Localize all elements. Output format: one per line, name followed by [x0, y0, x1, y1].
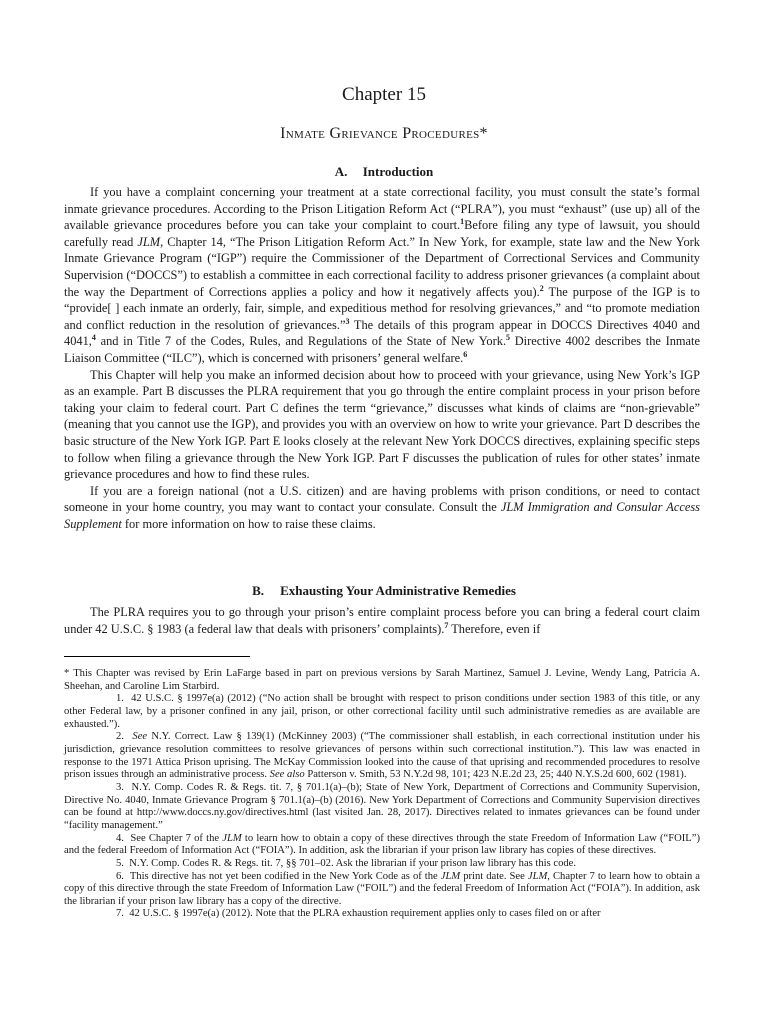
footnote-7: 7. 42 U.S.C. § 1997e(a) (2012). Note that the PLRA exhaustion requirement applies only to cases filed on or after [64, 908, 700, 921]
footnote-ref: 4 [91, 333, 96, 343]
exhaust-paragraph-1: The PLRA requires you to go through your prison’s entire complaint process before you can bring a federal court claim under 42 U.S.C. § 1983 (a federal law that deals with prisoners’ complaints).$^7$ Therefore, even if [64, 605, 700, 636]
footnote-star: * This Chapter was revised by Erin LaFarge based in part on previous versions by Sarah Martinez, Samuel J. Levine, Wendy Lang, Patricia A. Sheehan, and Caroline Lim Starbird. [64, 668, 700, 692]
footnote-ref: 7 [444, 620, 449, 630]
footnote-1: 1. 42 U.S.C. § 1997e(a) (2012) (“No action shall be brought with respect to prison conditions under section 1983 of this title, or any other Federal law, by a prisoner confined in any jail, prison, or other correctional facility until such administrative remedies as are available are exhausted.”). [64, 693, 700, 730]
author-note-marker: * [479, 125, 488, 142]
chapter-subtitle [0, 124, 768, 144]
footnote-number: 7. [116, 908, 124, 920]
section-title: Introduction [362, 164, 434, 179]
footnote-number: 1. [116, 693, 124, 705]
footnote-5: 5. N.Y. Comp. Codes R. & Regs. tit. 7, §§ 701–02. Ask the librarian if your prison law library has this code. [64, 858, 700, 871]
footnote-ref: 3 [345, 316, 350, 326]
section-label: B. [252, 583, 264, 598]
footnote-number: 5. [116, 857, 124, 869]
footnote-ref: 5 [506, 333, 511, 343]
chapter-title: Chapter 15 [342, 84, 426, 105]
footnote-divider [64, 656, 250, 657]
section-title: Exhausting Your Administrative Remedies [280, 583, 516, 598]
footnote-2: 2. See N.Y. Correct. Law § 139(1) (McKinney 2003) (“The commissioner shall establish, in each correctional institution under his jurisdiction, grievance resolution committees to resolve grievances of persons within such correctional institution.”). This law was enacted in response to the 1971 Attica Prison uprising. The McKay Commission looked into the cause of that uprising and recommended procedures to resolve prison issues through an administrative process. See also Patterson v. Smith, 53 N.Y.2d 98, 101; 423 N.E.2d 23, 25; 440 N.Y.S.2d 600, 602 (1981). [64, 731, 700, 781]
footnote-number: 6. [116, 870, 124, 882]
footnote-4: 4. See Chapter 7 of the JLM to learn how to obtain a copy of these directives through the state Freedom of Information Law (“FOIL”) and the federal Freedom of Information Act (“FOIA”). In addition, ask the librarian if your prison law library has copies of these directives. [64, 832, 700, 857]
footnotes [64, 668, 700, 921]
footnote-number: 4. [116, 832, 124, 844]
footnote-ref: 6 [463, 349, 468, 359]
intro-paragraph-1: If you have a complaint concerning your treatment at a state correctional facility, you must consult the state’s formal inmate grievance procedures. According to the Prison Litigation Reform Act (“PLRA”), you must “exhaust” (use up) all of the available grievance procedures before you can take your complaint to court.$^1$Before filing any type of lawsuit, you should carefully read JLM, Chapter 14, “The Prison Litigation Reform Act.” In New York, for example, state law and the New York Inmate Grievance Program (“IGP”) require the Commissioner of the Department of Correctional Services and Community Supervision (“DOCCS”) to establish a committee in each correctional facility to address prisoner grievances (a complaint about the way the Department of Corrections applies a policy and how it negatively affects you).$^2$ The purpose of the IGP is to “provide[ ] each inmate an orderly, fair, simple, and expeditious method for resolving grievances,” and “to promote mediation and conflict reduction in the resolution of grievances.”$^3$ The details of this program appear in DOCCS Directives 4040 and 4041,$^4$ and in Title 7 of the Codes, Rules, and Regulations of the State of New York.$^5$ Directive 4002 describes the Inmate Liaison Committee (“ILC”), which is concerned with prisoners’ general welfare.$^6$ [64, 185, 701, 365]
footnote-ref: 2 [539, 283, 544, 293]
intro-section [64, 184, 700, 532]
footnote-6: 6. This directive has not yet been codified in the New York Code as of the JLM print date. See JLM, Chapter 7 to learn how to obtain a copy of this directive through the state Freedom of Information Law (“FOIL”) and the federal Freedom of Information Act (“FOIA”). In addition, ask the librarian if your prison law library has a copy of the directive. [64, 870, 701, 907]
footnote-number: 2. [116, 731, 124, 743]
intro-paragraph-3: If you are a foreign national (not a U.S. citizen) and are having problems with prison conditions, or need to contact someone in your home country, you may want to contact your consulate. Consult the JLM Immigration and Consular Access Supplement for more information on how to raise these claims. [64, 483, 700, 531]
footnote-number: 3. [116, 781, 124, 793]
chapter-subtitle-text: Inmate Grievance Procedures [280, 125, 480, 142]
section-heading-a [0, 164, 768, 180]
section-label: A. [334, 164, 348, 179]
footnote-ref: 1 [460, 217, 465, 227]
footnote-3: 3. N.Y. Comp. Codes R. & Regs. tit. 7, § 701.1(a)–(b); State of New York, Department of Corrections and Community Supervision, Directive No. 4040, Inmate Grievance Program § 701.1(a)–(b) (2016). New York Department of Corrections and Community Supervision directives can be found at http://www.doccs.ny.gov/directives.html (last visited Jan. 28, 2017). Directives related to inmates grievances can be found under “facility management.” [64, 781, 700, 831]
intro-paragraph-2: This Chapter will help you make an informed decision about how to proceed with your grievance, using New York’s IGP as an example. Part B discusses the PLRA requirement that you go through the entire complaint process in your prison before taking your claim to federal court. Part C defines the term “grievance,” discusses what kinds of claims are “non-grievable” (meaning that you cannot use the IGP), and provides you with an overview on how to write your grievance. Part D describes the basic structure of the New York IGP. Part E looks closely at the relevant New York DOCCS directives, explaining specific steps to follow when filing a grievance through the New York IGP. Part F discusses the publication of rules for other states’ inmate grievance procedures and how to find these rules. [64, 367, 700, 482]
section-heading-b [0, 583, 768, 599]
exhaust-section [64, 604, 700, 637]
